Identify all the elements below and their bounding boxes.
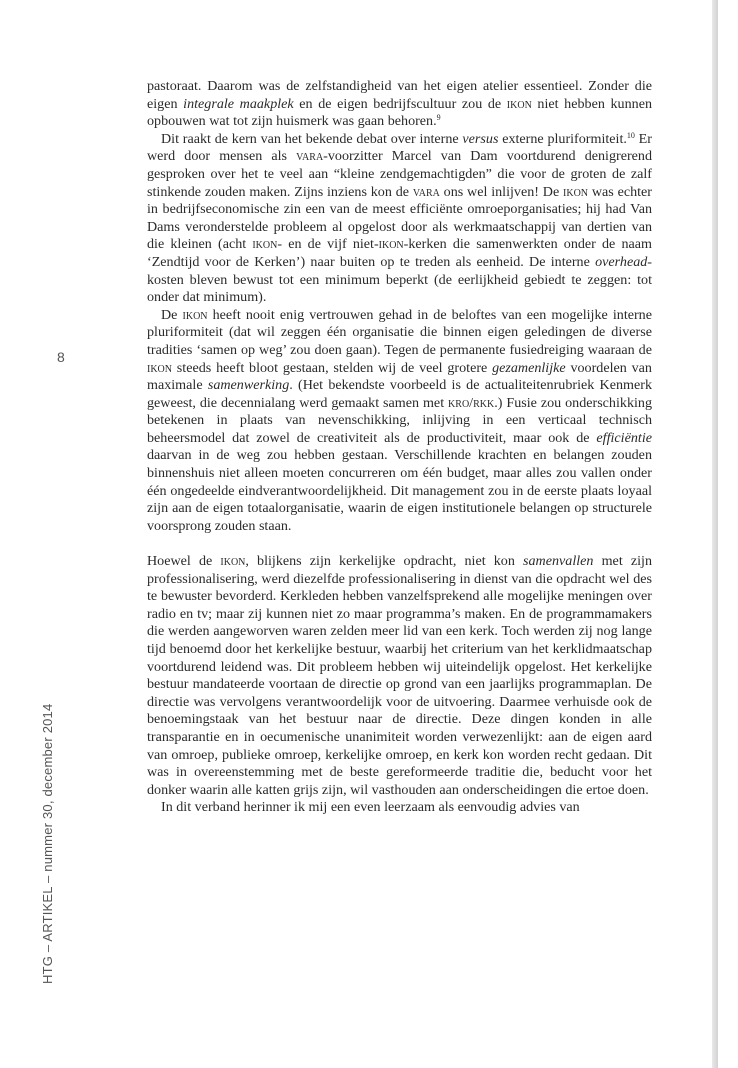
- text-run: ons wel inlijven! De: [439, 183, 564, 200]
- text-run: . (Het bekendste voorbeeld is de actualiteitenrubriek Kenmerk geweest, die decennialang werd gemaakt samen met: [147, 377, 652, 411]
- italic-text: efficiëntie: [596, 429, 652, 446]
- small-caps-text: ikon: [252, 236, 278, 253]
- page-number: 8: [57, 349, 66, 365]
- paragraph: [147, 78, 652, 131]
- text-run: - en de vijf niet-: [277, 236, 379, 253]
- text-run: .) Fusie zou onderschikking betekenen in plaats van nevenschikking, inlijving in een verticaal technisch beheersmodel dat zowel de creativiteit als de productiviteit, maar ook de: [147, 394, 652, 446]
- paragraph: [147, 131, 652, 307]
- small-caps-text: ikon: [506, 95, 532, 112]
- paragraph: [147, 307, 652, 536]
- small-caps-text: ikon: [220, 553, 246, 570]
- italic-text: integrale maakplek: [183, 95, 294, 112]
- text-run: In dit verband herinner ik mij een even leerzaam als eenvoudig advies van: [161, 799, 580, 816]
- small-caps-text: ikon: [182, 306, 208, 323]
- italic-text: versus: [462, 130, 499, 147]
- text-run: Dit raakt de kern van het bekende debat over interne: [161, 130, 463, 147]
- text-run: voordelen van maximale: [147, 359, 652, 394]
- text-run: , blijkens zijn kerkelijke opdracht, niet kon: [245, 553, 524, 570]
- italic-text: gezamenlijke: [492, 359, 566, 376]
- text-run: was echter in bedrijfseconomische zin een van de meest efficiënte omroeporganisaties; hij had Van Dams veronderstelde probleem al opgelost door als werkmaatschappij van dertien van die kleinen (acht: [147, 183, 652, 253]
- text-run: niet hebben kunnen opbouwen wat tot zijn huismerk was gaan behoren.: [147, 95, 652, 130]
- small-caps-text: kro/rkk: [448, 394, 495, 411]
- italic-text: overhead: [595, 253, 648, 270]
- small-caps-text: vara: [412, 183, 440, 200]
- italic-text: samenvallen: [523, 553, 594, 570]
- small-caps-text: ikon: [378, 236, 404, 253]
- footnote-ref: 9: [436, 113, 441, 123]
- small-caps-text: ikon: [147, 359, 172, 376]
- italic-text: samenwerking: [207, 377, 290, 394]
- small-caps-text: vara: [296, 148, 324, 165]
- text-run: heeft nooit enig vertrouwen gehad in de beloftes van een mogelijke interne pluriformiteit (dat wil zeggen één organisatie die binnen eigen geledingen de diverse tradities ‘samen op weg’ zou doen gaan). Tegen de permanente fusiedreiging waaraan de: [147, 306, 652, 358]
- text-run: -kerken die samenwerkten onder de naam ‘Zendtijd voor de Kerken’) naar buiten op te treden als eenheid. De interne: [147, 236, 652, 270]
- paragraph: [147, 553, 652, 799]
- text-run: -kosten bleven bewust tot een minimum beperkt (de eerlijkheid gebiedt te zeggen: tot onder dat minimum).: [147, 253, 652, 306]
- text-run: -voorzitter Marcel van Dam voortdurend denigrerend gesproken over het te veel aan “kleine zendgemachtigden” die voor de groten de zalf stinkende zouden maken. Zijns inziens kon de: [147, 148, 652, 200]
- text-run: en de eigen bedrijfscultuur zou de: [293, 95, 507, 112]
- text-run: Er werd door mensen als: [147, 130, 652, 165]
- paragraph: [147, 799, 652, 817]
- text-run: De: [161, 306, 183, 323]
- text-run: externe pluriformiteit.: [498, 130, 627, 147]
- footnote-ref: 10: [626, 130, 635, 140]
- text-run: daarvan in de weg zou hebben gestaan. Verschillende krachten en belangen zouden binnenshuis niet alleen moeten concurreren om één budget, maar alles zou vallen onder één ongedeelde eindverantwoordelijkheid. Dit management zou in de eerste plaats loyaal zijn aan de eigen totaalorganisatie, waarin de eigen institutionele belangen op structurele voorsprong zouden staan.: [147, 447, 652, 534]
- article-body: [147, 78, 652, 817]
- text-run: steeds heeft bloot gestaan, stelden wij de veel grotere: [172, 359, 493, 376]
- text-run: met zijn professionalisering, werd diezelfde professionalisering in dienst van die opdracht wel des te bewuster bevorderd. Kerkleden hebben vanzelfsprekend alle mogelijke meningen over radio en tv; maar zij kunnen niet zo maar programma’s maken. En de programmamakers die werden aangeworven waren zelden meer lid van een kerk. Toch werden zij nog lange tijd benoemd door het kerkelijke bestuur, waarbij het criterium van het kerklidmaatschap voortdurend leidend was. Dit probleem hebben wij uiteindelijk opgelost. Het kerkelijke bestuur mandateerde voortaan de directie op grond van een jaarlijks programmaplan. De directie was vervolgens verantwoordelijk voor de uitvoering. Daarmee verhuisde ook de benoemingstaak van het bestuur naar de directie. Deze dingen konden in alle transparantie en in oecumenische unanimiteit worden verwezenlijkt: aan de eigen aard van omroep, publieke omroep, kerkelijke omroep, en kerk kon worden recht gedaan. Dit was in overeenstemming met de beste gereformeerde traditie die, beducht voor het donker waarin alle katten grijs zijn, wil vasthouden aan onderscheidingen die ertoe doen.: [147, 553, 652, 798]
- running-head: HTG – ARTIKEL – nummer 30, december 2014: [40, 703, 55, 984]
- binding-gutter: [712, 0, 718, 1068]
- text-run: Hoewel de: [147, 553, 221, 570]
- small-caps-text: ikon: [563, 183, 589, 200]
- text-run: pastoraat. Daarom was de zelfstandigheid van het eigen atelier essentieel. Zonder die eigen: [147, 78, 652, 112]
